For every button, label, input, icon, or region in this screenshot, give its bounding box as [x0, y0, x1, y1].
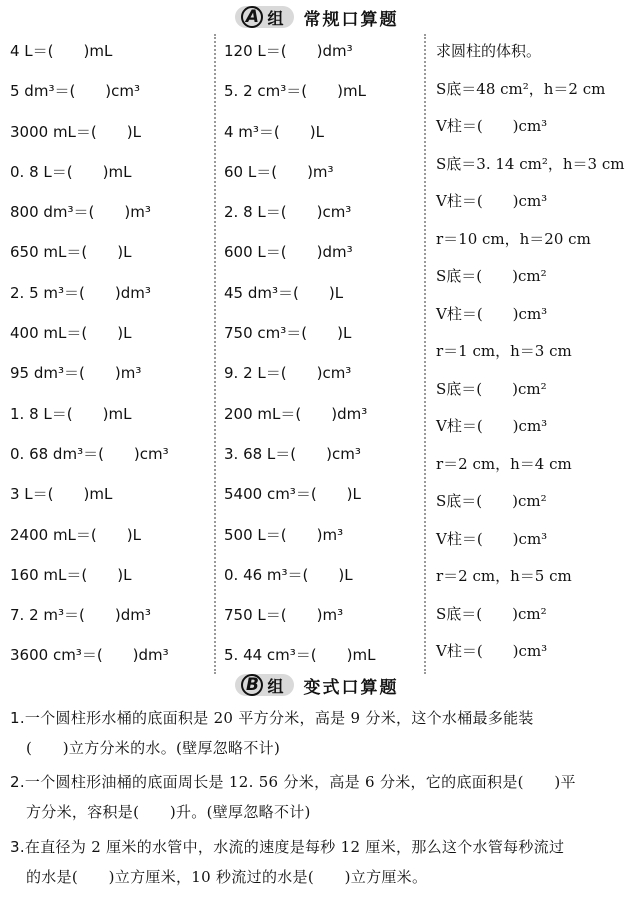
exercise-row: 60 L＝( )m³ [224, 162, 334, 181]
exercise-row: 800 dm³＝( )m³ [10, 203, 151, 222]
group-a-label: 组 [267, 8, 284, 28]
exercise-row: 5 dm³＝( )cm³ [10, 82, 141, 101]
cylinder-row: S底＝( )cm² [436, 492, 547, 510]
exercise-row: 2400 mL＝( )L [10, 525, 141, 544]
cylinder-row: S底＝( )cm² [436, 267, 547, 285]
word-problem-2 [10, 767, 630, 827]
exercise-row: 4 m³＝( )L [224, 122, 324, 141]
cylinder-row: S底＝3. 14 cm²，h＝3 cm [436, 154, 625, 173]
cylinder-row: r＝10 cm，h＝20 cm [436, 229, 591, 248]
exercise-row: 3000 mL＝( )L [10, 122, 141, 141]
exercise-row: 0. 68 dm³＝( )cm³ [10, 444, 169, 463]
exercise-row: 400 mL＝( )L [10, 324, 132, 343]
exercise-row: 2. 8 L＝( )cm³ [224, 203, 352, 222]
column-1 [10, 38, 169, 683]
problem-text: 在直径为 2 厘米的水管中，水流的速度是每秒 12 厘米，那么这个水管每秒流过 [24, 838, 565, 856]
problem-text: 一个圆柱形水桶的底面积是 20 平方分米，高是 9 分米，这个水桶最多能装 [24, 709, 534, 727]
exercise-row: 3. 68 L＝( )cm³ [224, 444, 361, 463]
cylinder-row: V柱＝( )cm³ [436, 529, 548, 548]
cylinder-row: S底＝( )cm² [436, 379, 547, 398]
cylinder-row: r＝2 cm，h＝5 cm [436, 567, 572, 585]
cylinder-row: S底＝48 cm²，h＝2 cm [436, 79, 606, 98]
exercise-row: 600 L＝( )dm³ [224, 243, 353, 262]
group-a-header [0, 4, 634, 30]
exercise-row: 3 L＝( )mL [10, 485, 113, 504]
cylinder-row: S底＝( )cm² [436, 604, 547, 623]
problem-text: 一个圆柱形油桶的底面周长是 12. 56 分米，高是 6 分米，它的底面积是( )平 [24, 773, 576, 791]
exercise-row: 750 L＝( )m³ [224, 606, 344, 625]
exercise-row: 500 L＝( )m³ [224, 525, 344, 544]
column-separator-2 [424, 34, 426, 674]
cylinder-row: r＝2 cm，h＝4 cm [436, 454, 572, 473]
exercise-row: 0. 46 m³＝( )L [224, 565, 353, 584]
exercise-row: 1. 8 L＝( )mL [10, 404, 132, 423]
column-3 [436, 38, 624, 676]
group-a-title: 常规口算题 [303, 9, 399, 30]
group-b-title: 变式口算题 [303, 677, 399, 698]
exercise-row: 5400 cm³＝( )L [224, 485, 361, 504]
exercise-row: 95 dm³＝( )m³ [10, 364, 142, 383]
exercise-row: 750 cm³＝( )L [224, 324, 352, 343]
problem-number: 1. [10, 709, 25, 727]
problem-text-cont: ( )立方分米的水。(壁厚忽略不计) [26, 739, 281, 757]
exercise-row: 45 dm³＝( )L [224, 283, 344, 302]
exercise-row: 200 mL＝( )dm³ [224, 404, 368, 423]
exercise-row: 5. 2 cm³＝( )mL [224, 82, 366, 101]
problem-number: 3. [10, 838, 25, 856]
word-problem-1 [10, 703, 630, 763]
cylinder-row: r＝1 cm，h＝3 cm [436, 342, 572, 360]
exercise-row: 4 L＝( )mL [10, 42, 113, 60]
cylinder-row: V柱＝( )cm³ [436, 642, 548, 660]
exercise-row: 160 mL＝( )L [10, 565, 132, 584]
cylinder-row: V柱＝( )cm³ [436, 304, 548, 323]
exercise-row: 2. 5 m³＝( )dm³ [10, 283, 151, 302]
column-2 [224, 38, 375, 683]
group-b-header [0, 672, 634, 698]
group-b-letter: B [241, 674, 263, 696]
cylinder-row: V柱＝( )cm³ [436, 192, 548, 210]
group-a-letter: A [241, 6, 263, 28]
cylinder-row: V柱＝( )cm³ [436, 117, 548, 135]
exercise-row: 0. 8 L＝( )mL [10, 162, 132, 181]
exercise-row: 5. 44 cm³＝( )mL [224, 646, 376, 665]
problem-number: 2. [10, 773, 25, 791]
word-problem-3 [10, 832, 630, 892]
group-a-badge [235, 6, 293, 28]
problem-text-cont: 的水是( )立方厘米，10 秒流过的水是( )立方厘米。 [26, 868, 428, 886]
exercise-row: 7. 2 m³＝( )dm³ [10, 606, 151, 625]
group-b-label: 组 [267, 676, 284, 696]
cylinder-instruction: 求圆柱的体积。 [436, 42, 542, 60]
exercise-row: 3600 cm³＝( )dm³ [10, 646, 169, 665]
column-separator-1 [214, 34, 216, 674]
problem-text-cont: 方分米，容积是( )升。(壁厚忽略不计) [26, 803, 311, 821]
exercise-row: 650 mL＝( )L [10, 243, 132, 262]
cylinder-row: V柱＝( )cm³ [436, 417, 548, 435]
group-b-badge [235, 674, 293, 696]
exercise-row: 120 L＝( )dm³ [224, 42, 353, 60]
exercise-row: 9. 2 L＝( )cm³ [224, 364, 352, 383]
